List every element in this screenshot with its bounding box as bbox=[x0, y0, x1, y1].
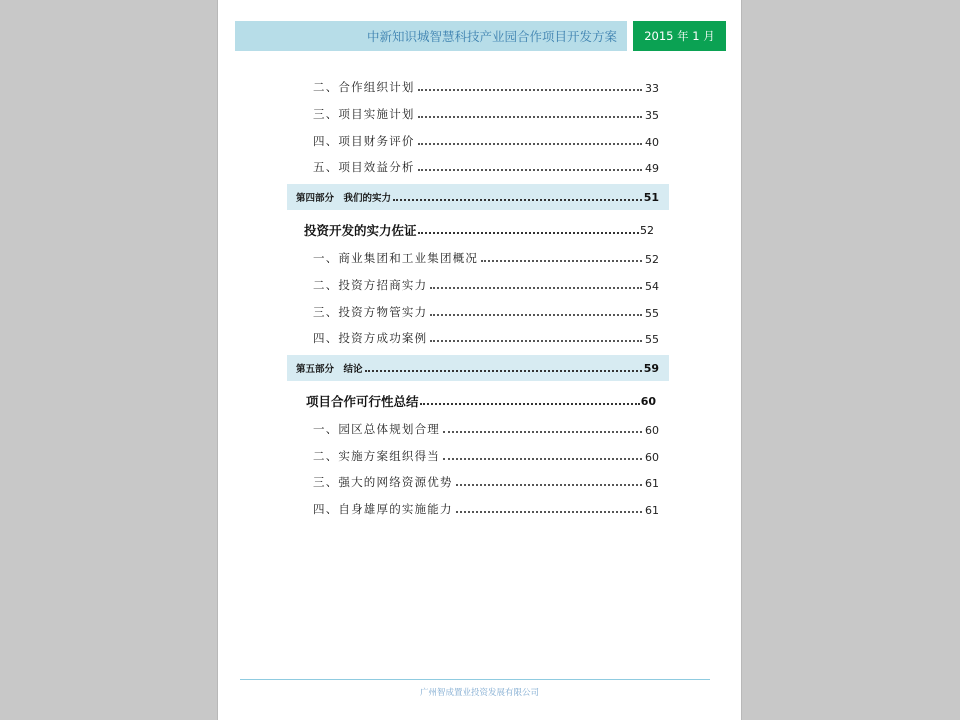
toc-section-label: 第五部分 结论 bbox=[296, 364, 363, 375]
toc-leader-dots bbox=[481, 259, 642, 262]
toc-entry[interactable] bbox=[313, 275, 659, 293]
toc-section-page: 59 bbox=[643, 361, 659, 375]
toc-entry-page: 55 bbox=[645, 307, 659, 320]
toc-entry-page: 61 bbox=[645, 477, 659, 490]
toc-leader-dots bbox=[418, 168, 642, 171]
toc-entry-label: 二、合作组织计划 bbox=[313, 80, 415, 94]
toc-entry[interactable] bbox=[313, 157, 659, 175]
toc-leader-dots bbox=[418, 115, 642, 118]
toc-entry-page: 35 bbox=[645, 109, 659, 122]
toc-subheading-page: 60 bbox=[640, 394, 656, 408]
toc-leader-dots bbox=[393, 198, 642, 201]
toc-entry-label: 四、投资方成功案例 bbox=[313, 331, 428, 345]
toc-leader-dots bbox=[430, 313, 642, 316]
toc-entry-label: 二、投资方招商实力 bbox=[313, 278, 428, 292]
toc-entry-page: 54 bbox=[645, 280, 659, 293]
toc-entry-label: 一、商业集团和工业集团概况 bbox=[313, 251, 479, 265]
toc-subheading-label: 投资开发的实力佐证 bbox=[304, 223, 417, 238]
toc-entry-label: 四、项目财务评价 bbox=[313, 134, 415, 148]
toc-subheading-label: 项目合作可行性总结 bbox=[306, 394, 419, 409]
toc-entry[interactable] bbox=[313, 77, 659, 95]
document-date: 2015 年 1 月 bbox=[644, 29, 715, 43]
toc-entry-page: 40 bbox=[645, 136, 659, 149]
toc-entry-label: 五、项目效益分析 bbox=[313, 160, 415, 174]
toc-entry[interactable] bbox=[313, 472, 659, 490]
toc-leader-dots bbox=[430, 339, 642, 342]
header-date-badge bbox=[633, 21, 726, 51]
toc-entry[interactable] bbox=[313, 328, 659, 346]
toc-entry[interactable] bbox=[313, 446, 659, 464]
toc-entry-page: 55 bbox=[645, 333, 659, 346]
footer-divider bbox=[240, 679, 710, 680]
toc-entry-page: 60 bbox=[645, 424, 659, 437]
toc-section-part4[interactable] bbox=[287, 184, 669, 210]
toc-entry-label: 一、园区总体规划合理 bbox=[313, 422, 440, 436]
toc-entry[interactable] bbox=[313, 419, 659, 437]
toc-leader-dots bbox=[418, 231, 639, 234]
toc-entry-label: 三、项目实施计划 bbox=[313, 107, 415, 121]
toc-subheading-part4[interactable] bbox=[304, 221, 654, 239]
toc-leader-dots bbox=[443, 430, 642, 433]
toc-entry[interactable] bbox=[313, 248, 659, 266]
footer-company-name: 广州智成置业投资发展有限公司 bbox=[419, 688, 539, 698]
toc-leader-dots bbox=[365, 369, 642, 372]
toc-entry-label: 三、强大的网络资源优势 bbox=[313, 475, 453, 489]
document-title: 中新知识城智慧科技产业园合作项目开发方案 bbox=[366, 29, 617, 44]
toc-leader-dots bbox=[420, 402, 640, 405]
header-title-bar bbox=[235, 21, 627, 51]
toc-entry-label: 四、自身雄厚的实施能力 bbox=[313, 502, 453, 516]
toc-leader-dots bbox=[456, 510, 642, 513]
toc-leader-dots bbox=[418, 88, 642, 91]
toc-entry[interactable] bbox=[313, 104, 659, 122]
toc-subheading-page: 52 bbox=[640, 223, 654, 237]
toc-entry-label: 二、实施方案组织得当 bbox=[313, 449, 440, 463]
toc-section-label: 第四部分 我们的实力 bbox=[296, 193, 392, 204]
toc-entry[interactable] bbox=[313, 302, 659, 320]
toc-entry-page: 61 bbox=[645, 504, 659, 517]
toc-section-page: 51 bbox=[643, 190, 659, 204]
toc-subheading-part5[interactable] bbox=[306, 392, 656, 410]
toc-leader-dots bbox=[418, 142, 642, 145]
toc-entry-page: 60 bbox=[645, 451, 659, 464]
toc-entry-page: 52 bbox=[645, 253, 659, 266]
toc-entry[interactable] bbox=[313, 131, 659, 149]
toc-leader-dots bbox=[443, 457, 642, 460]
document-page bbox=[217, 0, 742, 720]
toc-entry-page: 33 bbox=[645, 82, 659, 95]
toc-leader-dots bbox=[430, 286, 642, 289]
toc-section-part5[interactable] bbox=[287, 355, 669, 381]
toc-entry-label: 三、投资方物管实力 bbox=[313, 305, 428, 319]
toc-entry-page: 49 bbox=[645, 162, 659, 175]
toc-entry[interactable] bbox=[313, 499, 659, 517]
toc-leader-dots bbox=[456, 483, 642, 486]
